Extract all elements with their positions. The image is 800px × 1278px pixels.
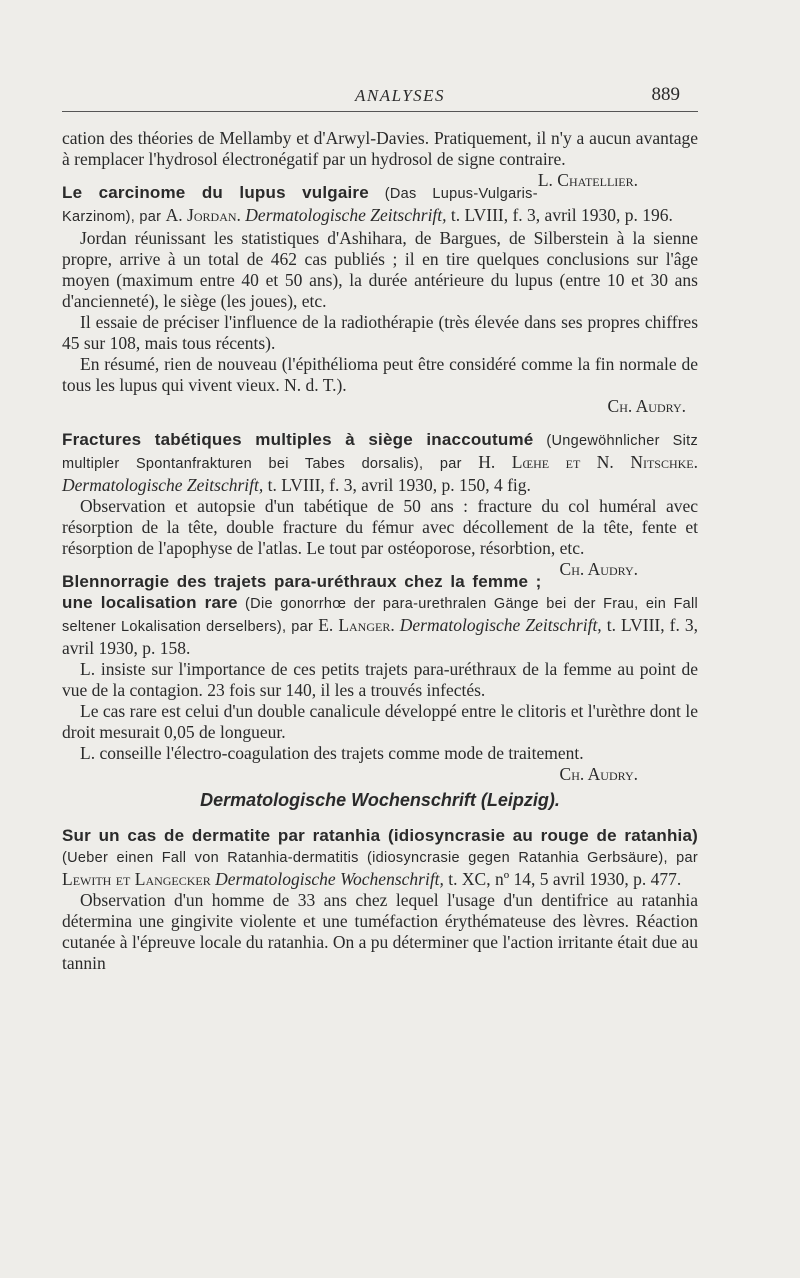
article-paragraph: Le cas rare est celui d'un double canalicule développé entre le clitoris et l'urèthre dont le droit mesurait 0,05 de longueur. — [62, 701, 698, 742]
article-reference: t. LVIII, f. 3, avril 1930, p. 158. — [62, 615, 699, 658]
article-journal: Dermatologische Zeitschrift, — [62, 475, 264, 495]
article-authors: H. Lœhe et N. Nitschke. — [478, 452, 698, 472]
article-title: Sur un cas de dermatite par ratanhia (idiosyncrasie au rouge de ratanhia) — [62, 826, 698, 845]
article-original-title: (Die gonorrhœ der para-urethralen Gänge bei der Frau, ein Fall seltener Lokalisation derselbers), par — [62, 596, 699, 635]
article-lupus-carcinoma — [62, 182, 698, 417]
article-author: E. Langer. — [318, 615, 395, 635]
article-signature: Ch. Audry. — [559, 559, 638, 579]
article-paragraph: Il essaie de préciser l'influence de la radiothérapie (très élevée dans ses propres chiffres 45 sur 108, mais tous récents). — [62, 312, 698, 353]
article-original-title: (Das Lupus-Vulgaris-Karzinom), par — [62, 186, 538, 225]
article-original-title: (Ueber einen Fall von Ratanhia-dermatitis (idiosyncrasie gegen Ratanhia Gerbsäure), par — [62, 850, 698, 866]
article-ratanhia-dermatitis — [62, 825, 698, 974]
prev-paragraph — [62, 128, 698, 190]
article-heading — [62, 825, 698, 890]
article-journal: Dermatologische Wochenschrift, — [215, 869, 444, 889]
article-reference: t. LVIII, f. 3, avril 1930, p. 150, 4 fig. — [267, 475, 531, 495]
article-paragraph-text: L. conseille l'électro-coagulation des trajets comme mode de traitement. — [80, 743, 584, 763]
prev-signature: L. Chatellier. — [537, 170, 638, 190]
header-rule — [62, 111, 698, 112]
article-paragraph-text: Observation et autopsie d'un tabétique de 50 ans : fracture du col huméral avec résorption de la tête, double fracture du fémur avec décollement de la tête, fente et résorption de l'apophyse de l'atlas. Le tout par ostéoporose, résorbtion, etc. — [62, 496, 698, 558]
article-heading — [62, 429, 698, 496]
article-signature: Ch. Audry. — [607, 396, 686, 416]
article-title: Fractures tabétiques multiples à siège inaccoutumé — [62, 430, 534, 449]
article-paragraph — [62, 743, 698, 784]
article-reference: t. LVIII, f. 3, avril 1930, p. 196. — [450, 205, 673, 225]
page-number: 889 — [651, 84, 680, 105]
article-paragraph: Jordan réunissant les statistiques d'Ashihara, de Bargues, de Silberstein à la sienne propre, arrive à un total de 462 cas publiés ; il en tire quelques conclusions sur l'âge moyen (maximum entre 40 et 50 ans), la durée antérieure du lupus (entre 10 et 30 ans d'ancienneté), le siège (les joues), etc. — [62, 228, 698, 311]
article-title: Le carcinome du lupus vulgaire — [62, 183, 369, 202]
article-blennorrhagia — [62, 571, 699, 784]
page-content — [62, 128, 698, 974]
article-journal: Dermatologische Zeitschrift, — [399, 615, 602, 635]
article-reference: t. XC, nº 14, 5 avril 1930, p. 477. — [448, 869, 682, 889]
article-journal: Dermatologische Zeitschrift, — [245, 205, 447, 225]
article-tabetic-fractures — [62, 429, 698, 579]
article-author: A. Jordan. — [165, 205, 241, 225]
prev-text: cation des théories de Mellamby et d'Arwyl-Davies. Pratiquement, il n'y a aucun avantage à remplacer l'hydrosol électronégatif par un hydrosol de signe contraire. — [62, 128, 698, 169]
article-original-title: (Ungewöhnlicher Sitz multipler Spontanfrakturen bei Tabes dorsalis), par — [62, 433, 698, 472]
article-paragraph: L. insiste sur l'importance de ces petits trajets para-uréthraux de la femme au point de vue de la contagion. 23 fois sur 140, il les a trouvés infectés. — [62, 659, 698, 700]
article-title: Blennorragie des trajets para-uréthraux chez la femme ; une localisation rare — [62, 572, 542, 612]
article-authors: Lewith et Langecker — [62, 869, 211, 889]
article-paragraph: En résumé, rien de nouveau (l'épithélioma peut être considéré comme la fin normale de tous les lupus qui vivent vieux. N. d. T.). — [62, 354, 698, 395]
article-paragraph — [62, 496, 698, 579]
running-title: ANALYSES — [354, 86, 446, 105]
article-heading — [62, 571, 698, 659]
section-heading: Dermatologische Wochenschrift (Leipzig). — [200, 790, 560, 810]
article-signature: Ch. Audry. — [559, 764, 638, 784]
article-paragraph: Observation d'un homme de 33 ans chez lequel l'usage d'un dentifrice au ratanhia détermina une gingivite violente et une tuméfaction érythémateuse des lèvres. Réaction cutanée à l'épreuve locale du ratanhia. On a pu déterminer que l'action irritante était due au tannin — [62, 890, 699, 973]
